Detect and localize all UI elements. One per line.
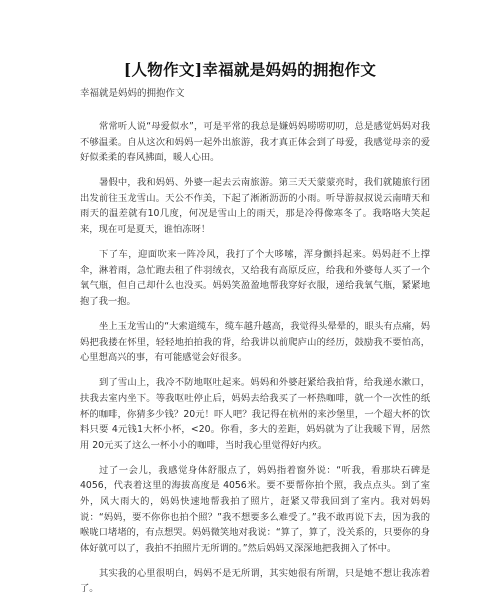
paragraph: 下了车，迎面吹来一阵冷风，我打了个大哆嗦，浑身颤抖起来。妈妈赶不上撑伞，淋着雨，急忙跑去租了件羽绒衣，又给我有高原反应，给我和外婆每人买了一个氧气瓶，但自己却什么也没买。妈妈笑盈盈地帮我穿好衣服，递给我氧气瓶，紧紧地抱了我一抱。 [80,249,430,307]
page-subtitle: 幸福就是妈妈的拥抱作文 [80,88,185,99]
paragraph: 过了一会儿，我感觉身体舒服点了，妈妈指着窗外说：“听我，看那块石碑是4056，代表着这里的海拔高度是 4056米。要不要帮你拍个照，我点点头。到了室外，风大雨大的，妈妈快速地帮我拍了照片，赶紧又带我回到了室内。我对妈妈说：“妈妈，要不你你也拍个照？”我不想要多么难受了。”我不敢再说下去，因为我的喉咙口堵堵的，有点想哭。妈妈微笑地对我说：“算了，算了，没关系的，只要你的身体好就可以了，我拍不拍照片无所谓的。”然后妈妈又深深地把我拥入了怀中。 [80,464,430,554]
paragraph: 其实我的心里很明白，妈妈不是无所谓，其实她很有所谓，只是她不想让我冻着了。 [80,567,430,595]
paragraph: 坐上玉龙雪山的“大索道缆车，缆车越升越高，我觉得头晕晕的，眼头有点痛，妈妈把我搂在怀里，轻轻地拍拍我的背，给我讲以前爬庐山的经历，鼓励我不要怕高，心里想高兴的事，有可能感觉会好很多。 [80,321,430,364]
article-body [80,119,430,607]
page-title: [人物作文]幸福就是妈妈的拥抱作文 [123,60,377,79]
paragraph: 暑假中，我和妈妈、外婆一起去云南旅游。第三天天蒙蒙亮时，我们就随旅行团出发前往玉龙雪山。天公不作美，下起了淅淅沥沥的小雨。听导游叔叔说云南晴天和雨天的温差就有10几度，何况是雪山上的雨天，那是冷得像寒冬了。我咯咯大笑起来，现在可是夏天，谁怕冻呀！ [80,177,430,236]
paragraph: 到了雪山上，我冷不防地呕吐起来。妈妈和外婆赶紧给我拍背，给我递水漱口，扶我去室内坐下。等我呕吐停止后，妈妈去给我买了一杯热咖啡，就一个一次性的纸杯的咖啡，你猜多少钱？20元！吓人吧？我记得在杭州的来沙堡里，一个超大杯的饮料只要 4元钱1大杯小杯，<20。你看，多大的差距，妈妈就为了让我暖下胃，居然用 20元买了这么一杯小小的咖啡，当时我心里觉得好内疚。 [80,377,430,451]
paragraph: 常常听人说“母爱似水”，可是平常的我总是嫌妈妈唠唠叨叨，总是感觉妈妈对我不够温柔。自从这次和妈妈一起外出旅游，我才真正体会到了母爱，我感觉母亲的爱好似柔柔的春风拂面，暖人心田。 [80,121,430,164]
